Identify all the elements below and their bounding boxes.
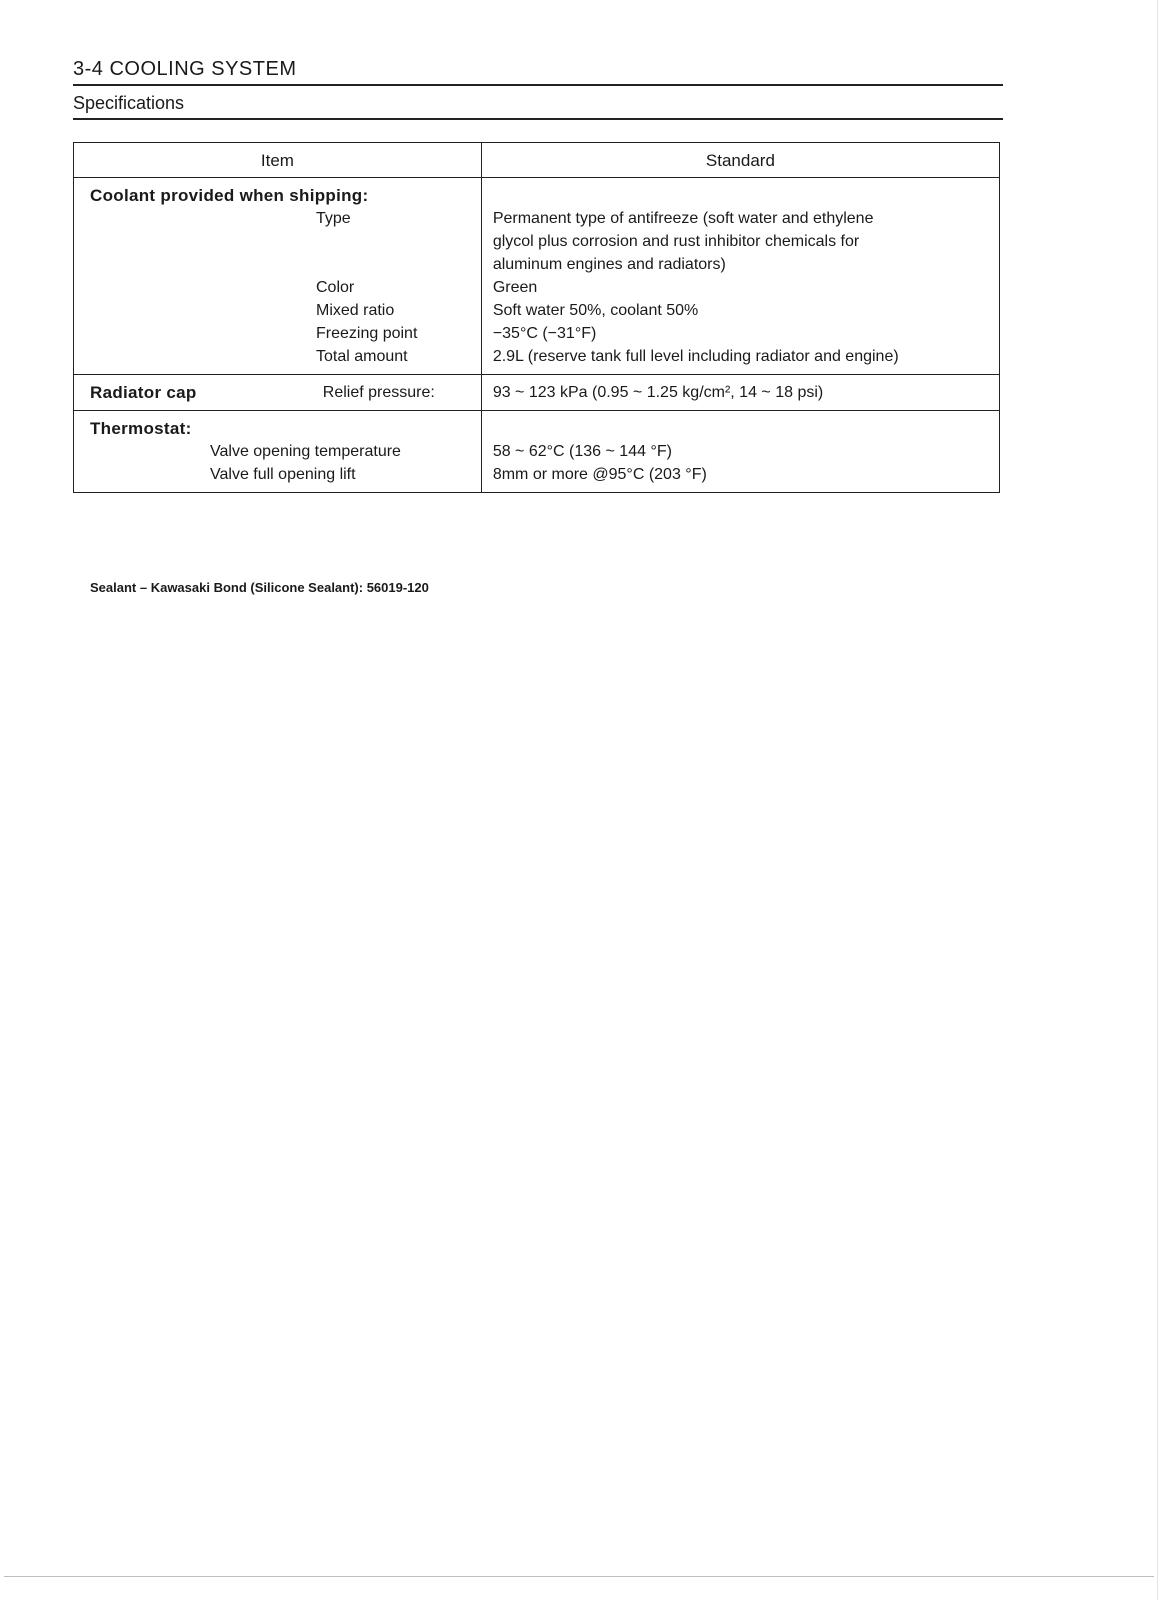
thermostat-standard-cell	[481, 411, 999, 493]
spacer	[90, 253, 471, 276]
table-row-radiator-cap	[74, 375, 1000, 411]
coolant-type-value-line: Permanent type of antifreeze (soft water and ethylene	[492, 210, 874, 227]
coolant-mixed-ratio-label: Mixed ratio	[316, 302, 395, 319]
coolant-type-value-line: aluminum engines and radiators)	[492, 256, 726, 273]
spacer	[493, 184, 989, 207]
page-header	[73, 56, 1003, 120]
thermostat-group-title: Thermostat:	[90, 419, 192, 438]
thermostat-opening-temp-value: 58 ~ 62°C (136 ~ 144 °F)	[492, 443, 672, 460]
radiator-cap-title: Radiator cap	[90, 383, 197, 402]
specifications-table	[73, 142, 1000, 493]
coolant-standard-cell	[481, 178, 999, 375]
thermostat-item-cell	[74, 411, 482, 493]
table-row-thermostat	[74, 411, 1000, 493]
thermostat-full-lift-value: 8mm or more @95°C (203 °F)	[492, 466, 707, 483]
radiator-cap-relief-pressure-label: Relief pressure:	[322, 384, 435, 401]
coolant-mixed-ratio-value: Soft water 50%, coolant 50%	[492, 302, 699, 319]
coolant-color-label: Color	[316, 279, 355, 296]
coolant-freezing-point-value: −35°C (−31°F)	[492, 325, 597, 342]
spacer	[90, 230, 471, 253]
coolant-type-value-line: glycol plus corrosion and rust inhibitor chemicals for	[492, 233, 860, 250]
coolant-color-value: Green	[492, 279, 538, 296]
spacer	[493, 417, 989, 440]
thermostat-opening-temp-label: Valve opening temperature	[210, 443, 401, 460]
column-header-standard: Standard	[481, 143, 999, 178]
sealant-note: Sealant – Kawasaki Bond (Silicone Sealant): 56019-120	[90, 580, 429, 595]
section-title: Specifications	[73, 86, 1003, 120]
coolant-group-title: Coolant provided when shipping:	[90, 186, 369, 205]
page-title: 3-4 COOLING SYSTEM	[73, 56, 1003, 86]
bottom-rule	[4, 1576, 1154, 1577]
radiator-cap-item-cell	[74, 375, 482, 411]
thermostat-full-lift-label: Valve full opening lift	[210, 466, 356, 483]
radiator-cap-standard-cell	[481, 375, 999, 411]
column-header-item: Item	[74, 143, 482, 178]
table-header-row	[74, 143, 1000, 178]
coolant-total-amount-value: 2.9L (reserve tank full level including radiator and engine)	[492, 348, 899, 365]
table-row-coolant	[74, 178, 1000, 375]
page-edge	[1157, 0, 1158, 1600]
coolant-total-amount-label: Total amount	[316, 348, 408, 365]
radiator-cap-relief-pressure-value: 93 ~ 123 kPa (0.95 ~ 1.25 kg/cm², 14 ~ 18 psi)	[492, 384, 824, 401]
coolant-type-label: Type	[316, 210, 351, 227]
coolant-freezing-point-label: Freezing point	[316, 325, 418, 342]
coolant-item-cell	[74, 178, 482, 375]
